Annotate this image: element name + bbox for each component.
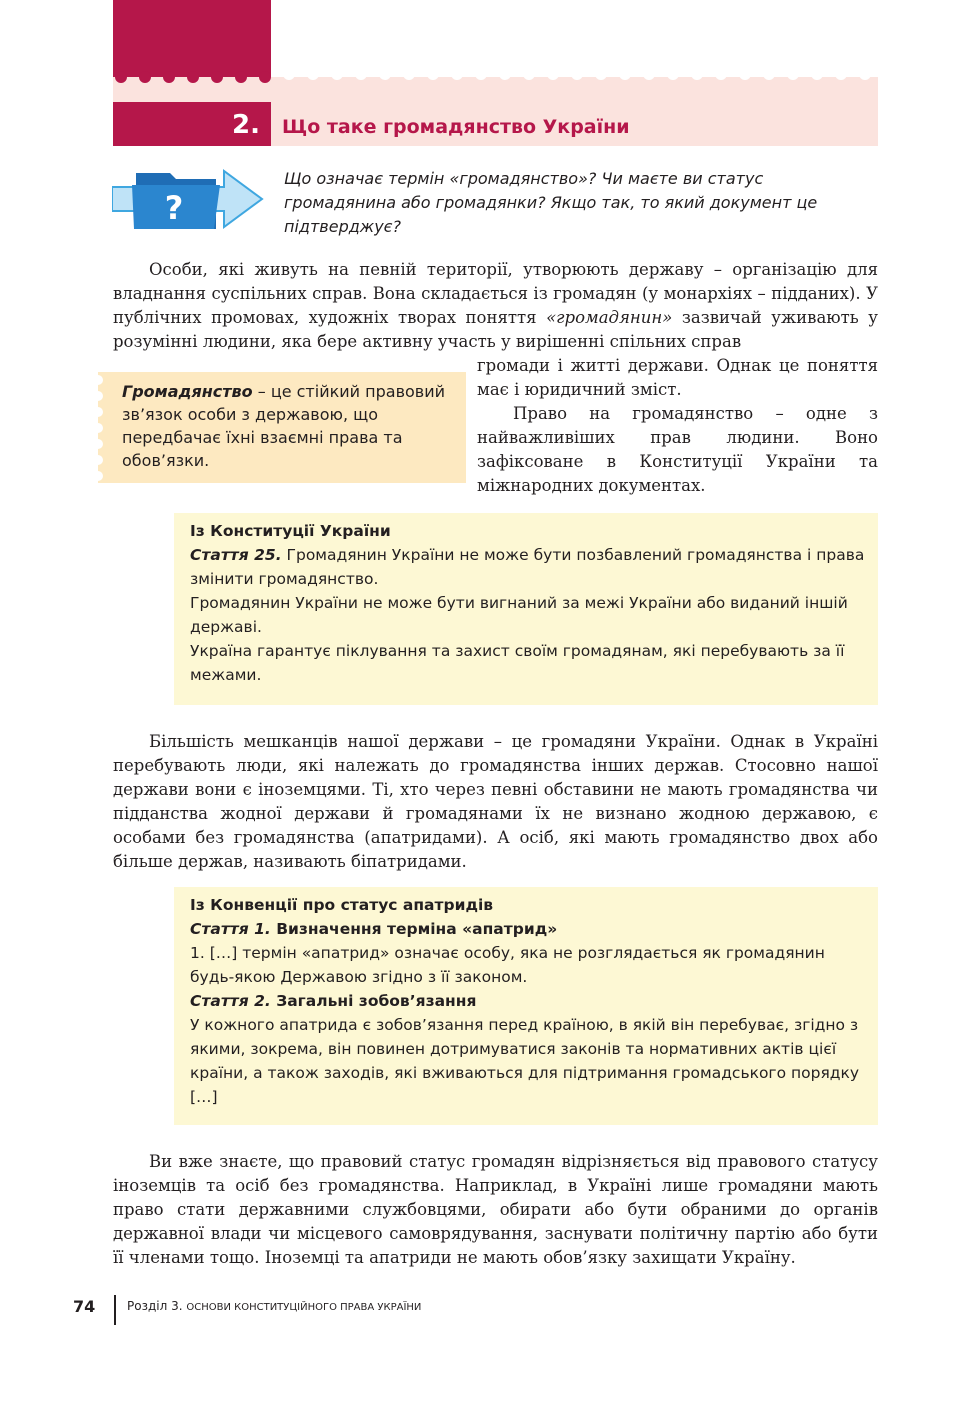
convention-quote-heading: Із Конвенції про статус апатридів xyxy=(190,896,494,914)
article2-label: Стаття 2. xyxy=(190,992,271,1010)
dotted-border xyxy=(113,70,878,84)
header-tab xyxy=(113,0,271,78)
section-title: Що таке громадянство України xyxy=(282,116,630,138)
definition-body: – це стійкий правовий зв’язок особи з державою, що передбачає їхні взаємні права та обов’язки. xyxy=(122,382,446,470)
lead-question: Що означає термін «громадянство»? Чи маєте ви статус громадянина або громадянки? Якщо так, то який документ це підтверджує? xyxy=(284,169,818,236)
footer-title: ОСНОВИ КОНСТИТУЦІЙНОГО ПРАВА УКРАЇНИ xyxy=(186,1302,422,1313)
convention-quote-box xyxy=(174,887,878,1125)
paragraph-intro-part2: зазвичай уживають у розумінні людини, яка бере активну участь у вирішенні спільних справ xyxy=(113,308,878,351)
convention-article-2-title xyxy=(190,989,870,1013)
footer-divider xyxy=(114,1295,116,1325)
article-line3: Україна гарантує піклування та захист своїм громадянам, які перебувають за її межами. xyxy=(190,642,845,684)
convention-article-1-title xyxy=(190,917,870,941)
definition-term: Громадянство xyxy=(122,382,253,401)
paragraph-intro xyxy=(113,258,878,354)
term-citizen: «громадянин» xyxy=(546,308,673,327)
paragraph-legal-status: Ви вже знаєте, що правовий статус громадян відрізняється від правового статусу іноземців та осіб без громадянства. Наприклад, в Україні лише громадяни мають право стати державними службовцями, обирати або бути обраними до органів державної влади чи місцевого самоврядування, заснувати політичну партію або бути її членами тощо. Іноземці та апатриди не мають обов’язку захищати Україну. xyxy=(113,1152,878,1267)
footer-section: Розділ 3. xyxy=(127,1299,183,1313)
article-line2: Громадянин України не може бути вигнаний за межі України або виданий іншій державі. xyxy=(190,594,848,636)
article-label: Стаття 25. xyxy=(190,546,282,564)
folder-question-icon xyxy=(112,165,264,233)
article1-label: Стаття 1. xyxy=(190,920,271,938)
footer-running-head xyxy=(127,1299,421,1313)
article1-text: 1. […] термін «апатрид» означає особу, яка не розглядається як громадянин будь-якою Державою згідно з її законом. xyxy=(190,944,825,986)
article-line1: Громадянин України не може бути позбавлений громадянства і права змінити громадянство. xyxy=(190,546,865,588)
header-strip xyxy=(113,84,878,102)
constitution-quote-box xyxy=(174,513,878,705)
definition-box-edge xyxy=(98,372,112,483)
page-number: 74 xyxy=(73,1297,96,1316)
definition-text xyxy=(122,380,447,472)
paragraph-right: Право на громадянство – одне з найважливіших прав людини. Воно зафіксоване в Конституції України та міжнародних документах. xyxy=(477,404,878,495)
paragraph-intro-continuation: громади і житті держави. Однак це поняття має і юридичний зміст. xyxy=(477,356,878,399)
constitution-article-25 xyxy=(190,543,870,591)
paragraph-intro-part1: Особи, які живуть на певній території, утворюють державу – організацію для владнання суспільних справ. Вона складається із громадян (у монархіях – підданих). У публічних промовах, художніх творах поняття xyxy=(113,260,878,327)
article2-title: Загальні зобов’язання xyxy=(270,992,477,1010)
paragraph-residents: Більшість мешканців нашої держави – це громадяни України. Однак в Україні перебувають люди, які належать до громадянства інших держав. Стосовно нашої держави вони є іноземцями. Ті, хто через певні обставини не мають громадянства чи підданства жодної держави й громадянами їх не визнано жодною державою, є особами без громадянства (апатридами). А осіб, які мають громадянство двох або більше держав, називають біпатридами. xyxy=(113,732,878,871)
svg-text:?: ? xyxy=(164,189,184,227)
article2-text: У кожного апатрида є зобов’язання перед країною, в якій він перебуває, згідно з якими, зокрема, він повинен дотримуватися законів та нормативних актів цієї країни, а також заходів, які вживаються для підтримання громадського порядку […] xyxy=(190,1016,860,1106)
constitution-quote-heading: Із Конституції України xyxy=(190,522,391,540)
section-number: 2. xyxy=(232,110,260,140)
article1-title: Визначення терміна «апатрид» xyxy=(270,920,558,938)
